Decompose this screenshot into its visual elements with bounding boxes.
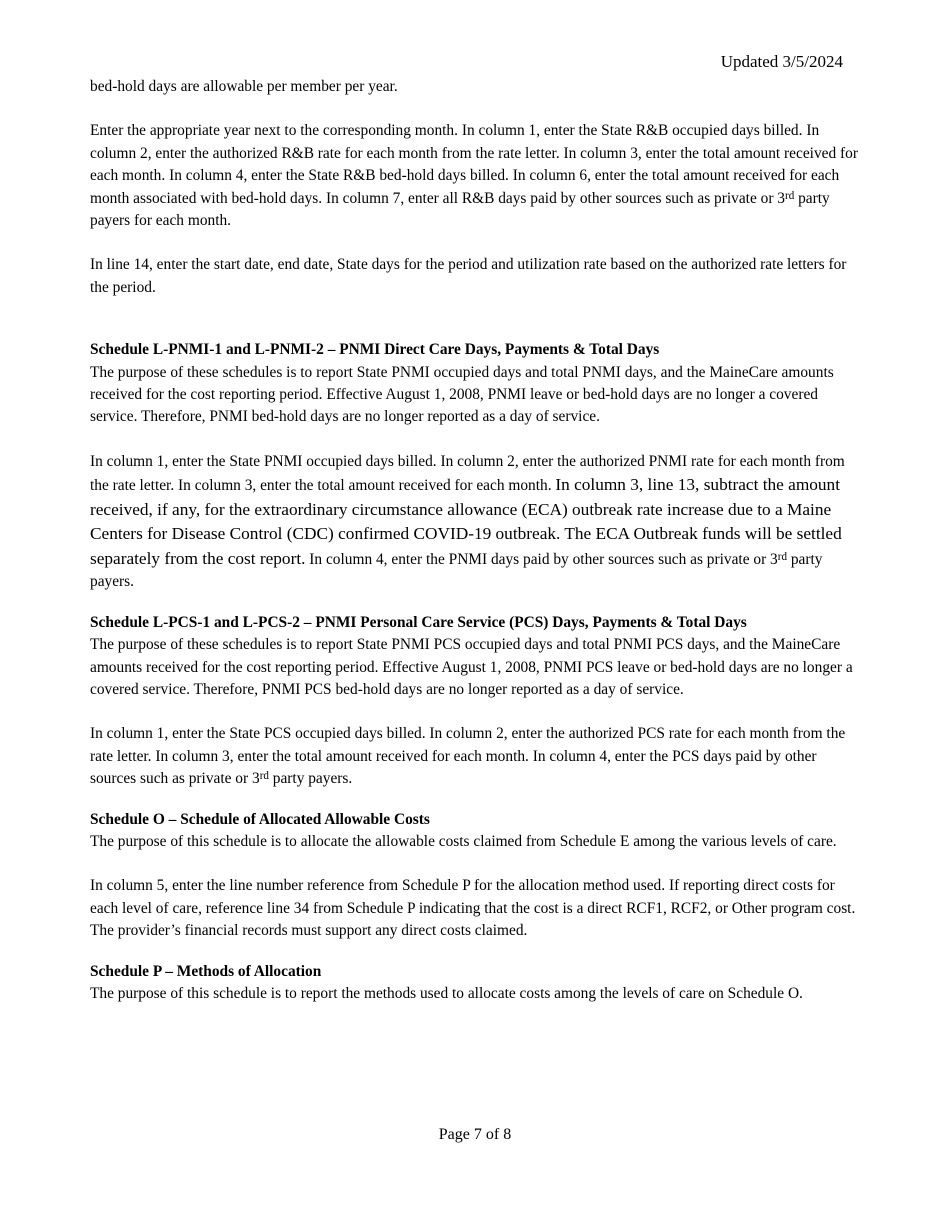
pcs-instructions-paragraph bbox=[90, 723, 865, 790]
pnmi-instructions-tail: party payers. bbox=[90, 550, 823, 591]
document-body bbox=[90, 76, 865, 1005]
rb-line14-paragraph: In line 14, enter the start date, end date, State days for the period and utilization rate based on the authorized rate letters for the period. bbox=[90, 256, 847, 296]
pcs-instructions-text: In column 1, enter the State PCS occupied days billed. In column 2, enter the authorized PCS rate for each month from the rate letter. In column 3, enter the total amount received for each month. In column 4, enter the PCS days paid by other sources such as private or 3 bbox=[90, 725, 846, 788]
schedule-p-heading: Schedule P – Methods of Allocation bbox=[90, 962, 322, 980]
pcs-purpose: The purpose of these schedules is to report State PNMI PCS occupied days and total PNMI PCS days, and the MaineCare amounts received for the cost reporting period. Effective August 1, 2008, PNMI PCS leave or bed-hold days are no longer a covered service. Therefore, PNMI PCS bed-hold days are no longer reported as a day of service. bbox=[90, 636, 853, 698]
pnmi-instructions-paragraph bbox=[90, 451, 865, 594]
rb-superscript: rd bbox=[785, 189, 795, 202]
schedule-o-heading: Schedule O – Schedule of Allocated Allowable Costs bbox=[90, 810, 430, 828]
pnmi-instructions-text-2: In column 4, enter the PNMI days paid by other sources such as private or 3 bbox=[305, 550, 778, 568]
updated-date: Updated 3/5/2024 bbox=[720, 52, 843, 71]
page-number: Page 7 of 8 bbox=[438, 1126, 512, 1143]
pnmi-purpose: The purpose of these schedules is to report State PNMI occupied days and total PNMI days, and the MaineCare amounts received for the cost reporting period. Effective August 1, 2008, PNMI leave or bed-hold days are no longer a covered service. Therefore, PNMI bed-hold days are no longer reported as a day of service. bbox=[90, 363, 834, 426]
pnmi-eca-text: In column 3, line 13, subtract the amount received, if any, for the extraordinary circumstance allowance (ECA) outbreak rate increase due to a Maine Centers for Disease Control (CDC) confirmed COVID-19 outbreak. The ECA Outbreak funds will be settled separately from the cost report. bbox=[90, 475, 842, 568]
schedule-o-instructions: In column 5, enter the line number reference from Schedule P for the allocation method used. If reporting direct costs for each level of care, reference line 34 from Schedule P indicating that the cost is a direct RCF1, RCF2, or Other program cost. The provider’s financial records must support any direct costs claimed. bbox=[90, 877, 856, 940]
schedule-o-purpose: The purpose of this schedule is to allocate the allowable costs claimed from Schedule E among the various levels of care. bbox=[90, 832, 837, 850]
rb-instructions-paragraph bbox=[90, 120, 865, 232]
rb-instructions-text: Enter the appropriate year next to the corresponding month. In column 1, enter the State R&B occupied days billed. In column 2, enter the authorized R&B rate for each month from the rate letter. In column 3, enter the total amount received for each month. In column 4, enter the State R&B bed-hold days billed. In column 6, enter the total amount received for each month associated with bed-hold days. In column 7, enter all R&B days paid by other sources such as private or 3 bbox=[90, 122, 858, 207]
pcs-heading: Schedule L-PCS-1 and L-PCS-2 – PNMI Personal Care Service (PCS) Days, Payments & Total Days bbox=[90, 613, 747, 631]
rb-intro-tail: bed-hold days are allowable per member per year. bbox=[90, 78, 398, 95]
schedule-p-purpose: The purpose of this schedule is to report the methods used to allocate costs among the levels of care on Schedule O. bbox=[90, 984, 803, 1002]
pnmi-superscript: rd bbox=[777, 550, 787, 563]
pnmi-heading: Schedule L-PNMI-1 and L-PNMI-2 – PNMI Direct Care Days, Payments & Total Days bbox=[90, 341, 660, 359]
rb-instructions-tail: party payers for each month. bbox=[90, 189, 830, 230]
pcs-instructions-tail: party payers. bbox=[268, 770, 353, 788]
pcs-superscript: rd bbox=[259, 770, 269, 783]
pnmi-instructions-text: In column 1, enter the State PNMI occupied days billed. In column 2, enter the authorized PNMI rate for each month from the rate letter. In column 3, enter the total amount received for each month. bbox=[90, 452, 845, 495]
